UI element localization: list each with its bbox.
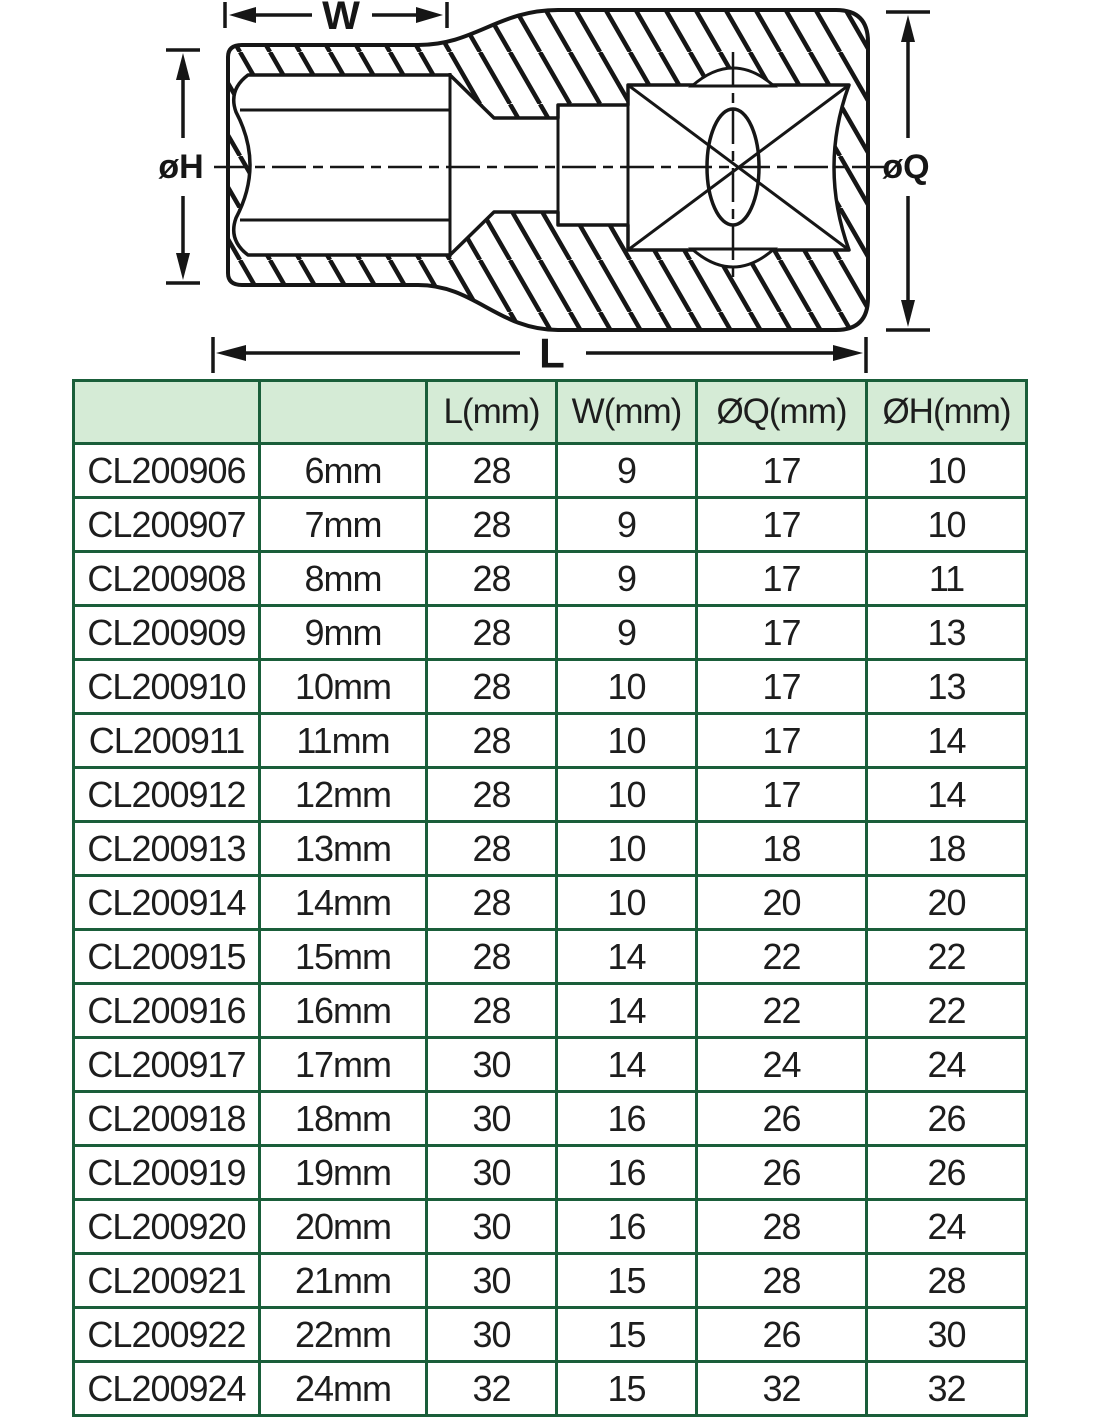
dimension-value-cell: 28	[697, 1254, 867, 1308]
size-cell: 9mm	[260, 606, 427, 660]
dimension-value-cell: 9	[557, 498, 697, 552]
dimension-value-cell: 28	[427, 552, 557, 606]
dimension-value-cell: 10	[557, 768, 697, 822]
table-row	[74, 444, 1027, 498]
dim-label-l: L	[539, 329, 565, 377]
product-code-cell: CL200922	[74, 1308, 260, 1362]
table-row	[74, 768, 1027, 822]
dimension-value-cell: 28	[427, 768, 557, 822]
dimension-value-cell: 14	[557, 984, 697, 1038]
dimension-value-cell: 17	[697, 606, 867, 660]
size-cell: 10mm	[260, 660, 427, 714]
dimension-value-cell: 20	[867, 876, 1027, 930]
product-code-cell: CL200910	[74, 660, 260, 714]
table-row	[74, 1200, 1027, 1254]
dimension-value-cell: 30	[427, 1200, 557, 1254]
dimension-value-cell: 9	[557, 552, 697, 606]
table-row	[74, 660, 1027, 714]
dimension-value-cell: 15	[557, 1308, 697, 1362]
dimension-value-cell: 28	[427, 876, 557, 930]
table-row	[74, 1038, 1027, 1092]
socket-drawing-svg	[0, 0, 1100, 378]
product-code-cell: CL200916	[74, 984, 260, 1038]
header-row	[74, 381, 1027, 444]
dimension-value-cell: 26	[697, 1092, 867, 1146]
table-row	[74, 1146, 1027, 1200]
table-row	[74, 552, 1027, 606]
dimension-value-cell: 10	[867, 498, 1027, 552]
product-code-cell: CL200918	[74, 1092, 260, 1146]
dimension-value-cell: 24	[867, 1200, 1027, 1254]
table-row	[74, 930, 1027, 984]
dimension-value-cell: 10	[557, 876, 697, 930]
dimension-value-cell: 9	[557, 444, 697, 498]
product-code-cell: CL200909	[74, 606, 260, 660]
dimension-value-cell: 10	[867, 444, 1027, 498]
table-row	[74, 822, 1027, 876]
dimension-value-cell: 28	[427, 444, 557, 498]
table-row	[74, 1308, 1027, 1362]
size-cell: 24mm	[260, 1362, 427, 1416]
table-row	[74, 1254, 1027, 1308]
column-header: L(mm)	[427, 381, 557, 444]
dim-label-q: øQ	[882, 148, 930, 186]
dimension-value-cell: 10	[557, 822, 697, 876]
dim-label-h: øH	[158, 148, 204, 186]
column-header: W(mm)	[557, 381, 697, 444]
product-code-cell: CL200915	[74, 930, 260, 984]
product-code-cell: CL200924	[74, 1362, 260, 1416]
size-cell: 6mm	[260, 444, 427, 498]
dimension-value-cell: 26	[697, 1308, 867, 1362]
dimension-value-cell: 20	[697, 876, 867, 930]
product-code-cell: CL200912	[74, 768, 260, 822]
dimension-value-cell: 28	[427, 714, 557, 768]
size-cell: 12mm	[260, 768, 427, 822]
product-code-cell: CL200908	[74, 552, 260, 606]
dimension-value-cell: 18	[867, 822, 1027, 876]
product-code-cell: CL200914	[74, 876, 260, 930]
dimension-value-cell: 16	[557, 1092, 697, 1146]
dimension-value-cell: 10	[557, 714, 697, 768]
size-cell: 11mm	[260, 714, 427, 768]
table-row	[74, 1092, 1027, 1146]
table-row	[74, 984, 1027, 1038]
spec-table	[72, 379, 1028, 1417]
table-row	[74, 606, 1027, 660]
dimension-value-cell: 17	[697, 660, 867, 714]
product-code-cell: CL200907	[74, 498, 260, 552]
dimension-value-cell: 28	[427, 660, 557, 714]
dimension-value-cell: 22	[867, 984, 1027, 1038]
size-cell: 15mm	[260, 930, 427, 984]
dimension-value-cell: 17	[697, 498, 867, 552]
dimension-value-cell: 24	[697, 1038, 867, 1092]
dimension-value-cell: 10	[557, 660, 697, 714]
dimension-value-cell: 30	[427, 1254, 557, 1308]
dimension-value-cell: 13	[867, 606, 1027, 660]
size-cell: 16mm	[260, 984, 427, 1038]
table-row	[74, 1362, 1027, 1416]
dimension-value-cell: 18	[697, 822, 867, 876]
dimension-value-cell: 22	[697, 930, 867, 984]
size-cell: 7mm	[260, 498, 427, 552]
table-row	[74, 876, 1027, 930]
dimension-value-cell: 30	[427, 1038, 557, 1092]
dim-label-w: W	[322, 0, 360, 38]
dimension-value-cell: 13	[867, 660, 1027, 714]
dimension-value-cell: 28	[427, 984, 557, 1038]
dimension-value-cell: 32	[867, 1362, 1027, 1416]
dimension-value-cell: 14	[557, 1038, 697, 1092]
dimension-value-cell: 17	[697, 552, 867, 606]
dimension-value-cell: 22	[697, 984, 867, 1038]
product-code-cell: CL200911	[74, 714, 260, 768]
dimension-value-cell: 28	[427, 930, 557, 984]
table-row	[74, 714, 1027, 768]
dimension-value-cell: 16	[557, 1200, 697, 1254]
dimension-value-cell: 28	[427, 606, 557, 660]
column-header: ØH(mm)	[867, 381, 1027, 444]
dimension-value-cell: 17	[697, 768, 867, 822]
dimension-value-cell: 22	[867, 930, 1027, 984]
size-cell: 17mm	[260, 1038, 427, 1092]
dimension-value-cell: 15	[557, 1362, 697, 1416]
size-cell: 21mm	[260, 1254, 427, 1308]
size-cell: 20mm	[260, 1200, 427, 1254]
product-code-cell: CL200913	[74, 822, 260, 876]
product-code-cell: CL200920	[74, 1200, 260, 1254]
dimension-value-cell: 32	[697, 1362, 867, 1416]
dimension-value-cell: 26	[697, 1146, 867, 1200]
dimension-value-cell: 28	[427, 822, 557, 876]
product-code-cell: CL200921	[74, 1254, 260, 1308]
column-header: ØQ(mm)	[697, 381, 867, 444]
dimension-value-cell: 17	[697, 444, 867, 498]
dimension-value-cell: 30	[427, 1146, 557, 1200]
dimension-value-cell: 16	[557, 1146, 697, 1200]
size-cell: 8mm	[260, 552, 427, 606]
dimension-value-cell: 30	[427, 1308, 557, 1362]
dimension-value-cell: 14	[867, 768, 1027, 822]
dimension-value-cell: 32	[427, 1362, 557, 1416]
dimension-value-cell: 28	[867, 1254, 1027, 1308]
size-cell: 19mm	[260, 1146, 427, 1200]
socket-cross-section-diagram	[0, 0, 1100, 378]
product-code-cell: CL200906	[74, 444, 260, 498]
dimension-value-cell: 24	[867, 1038, 1027, 1092]
column-header-empty	[74, 381, 260, 444]
dimension-value-cell: 17	[697, 714, 867, 768]
size-cell: 22mm	[260, 1308, 427, 1362]
product-code-cell: CL200919	[74, 1146, 260, 1200]
size-cell: 14mm	[260, 876, 427, 930]
size-cell: 18mm	[260, 1092, 427, 1146]
dimension-value-cell: 28	[697, 1200, 867, 1254]
dimension-value-cell: 30	[427, 1092, 557, 1146]
size-cell: 13mm	[260, 822, 427, 876]
dimension-value-cell: 30	[867, 1308, 1027, 1362]
dimension-value-cell: 14	[557, 930, 697, 984]
dimension-value-cell: 11	[867, 552, 1027, 606]
dimension-value-cell: 15	[557, 1254, 697, 1308]
product-code-cell: CL200917	[74, 1038, 260, 1092]
dimension-value-cell: 9	[557, 606, 697, 660]
table-row	[74, 498, 1027, 552]
dimension-value-cell: 26	[867, 1092, 1027, 1146]
column-header-empty	[260, 381, 427, 444]
dimension-value-cell: 26	[867, 1146, 1027, 1200]
dimension-value-cell: 28	[427, 498, 557, 552]
dimension-value-cell: 14	[867, 714, 1027, 768]
